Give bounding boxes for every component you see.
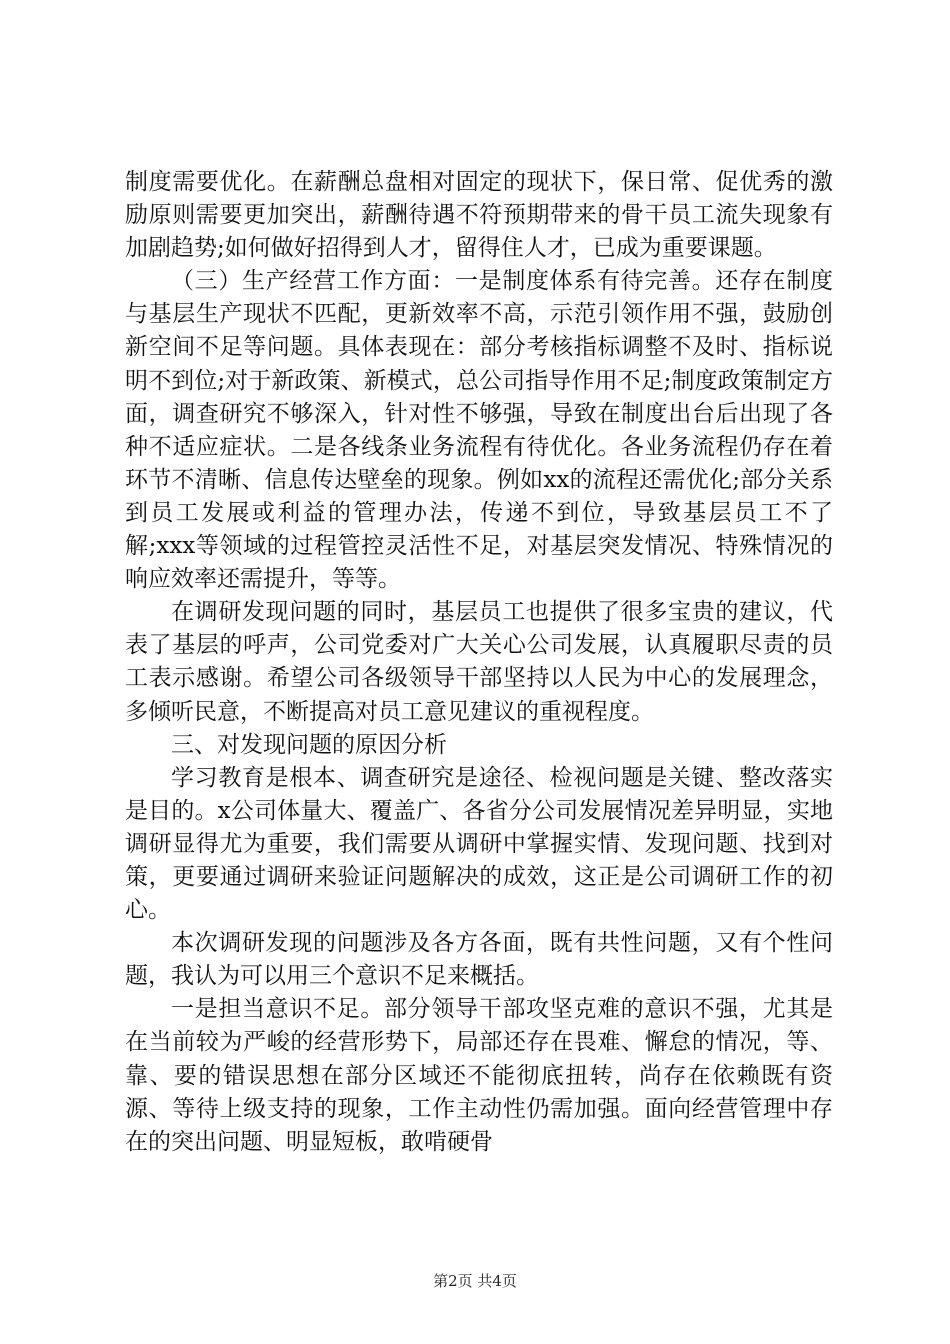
paragraph-1: 制度需要优化。在薪酬总盘相对固定的现状下，保日常、促优秀的激励原则需要更加突出，薪酬待遇不符预期带来的骨干员工流失现象有加剧趋势;如何做好招得到人才，留得住人才，已成为重要课题。 <box>125 169 833 262</box>
paragraph-2: （三）生产经营工作方面：一是制度体系有待完善。还存在制度与基层生产现状不匹配，更新效率不高，示范引领作用不强，鼓励创新空间不足等问题。具体表现在：部分考核指标调整不及时、指标说明不到位;对于新政策、新模式，总公司指导作用不足;制度政策制定方面，调查研究不够深入，针对性不够强，导致在制度出台后出现了各种不适应症状。二是各线条业务流程有待优化。各业务流程仍存在着环节不清晰、信息传达壁垒的现象。例如xx的流程还需优化;部分关系到员工发展或利益的管理办法，传递不到位，导致基层员工不了解;xxx等领域的过程管控灵活性不足，对基层突发情况、特殊情况的响应效率还需提升，等等。 <box>125 268 833 593</box>
document-body <box>125 166 833 1159</box>
paragraph-4: 学习教育是根本、调查研究是途径、检视问题是关键、整改落实是目的。x公司体量大、覆盖广、各省分公司发展情况差异明显，实地调研显得尤为重要，我们需要从调研中掌握实情、发现问题、找到对策，更要通过调研来验证问题解决的成效，这正是公司调研工作的初心。 <box>125 764 833 924</box>
paragraph-6: 一是担当意识不足。部分领导干部攻坚克难的意识不强，尤其是在当前较为严峻的经营形势下，局部还存在畏难、懈怠的情况，等、靠、要的错误思想在部分区域还不能彻底扭转，尚存在依赖既有资源、等待上级支持的现象，工作主动性仍需加强。面向经营管理中存在的突出问题、明显短板，敢啃硬骨 <box>125 996 833 1155</box>
page-footer: 第2页 共4页 <box>433 1272 517 1290</box>
paragraph-5: 本次调研发现的问题涉及各方各面，既有共性问题，又有个性问题，我认为可以用三个意识不足来概括。 <box>125 930 833 990</box>
paragraph-3: 在调研发现问题的同时，基层员工也提供了很多宝贵的建议，代表了基层的呼声，公司党委对广大关心公司发展，认真履职尽责的员工表示感谢。希望公司各级领导干部坚持以人民为中心的发展理念，多倾听民意，不断提高对员工意见建议的重视程度。 <box>125 599 833 725</box>
section-heading: 三、对发现问题的原因分析 <box>171 731 447 758</box>
